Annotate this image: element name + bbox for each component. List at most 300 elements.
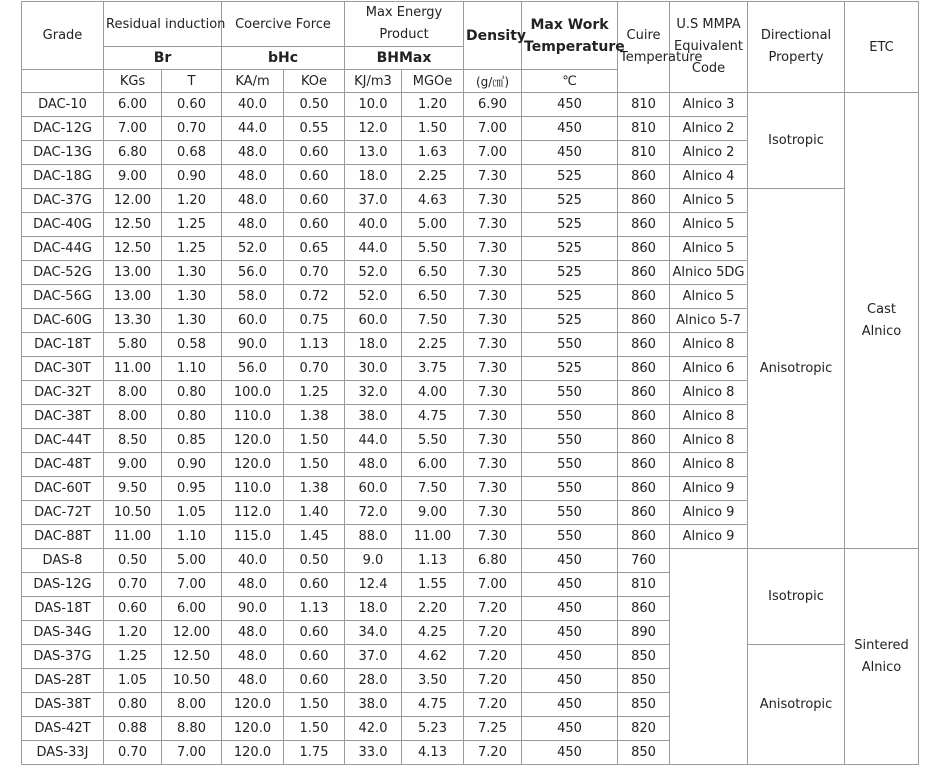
cell-bhc-kam: 110.0 xyxy=(222,477,284,501)
cell-curie-temp: 860 xyxy=(618,429,670,453)
cell-density: 6.90 xyxy=(464,93,522,117)
cell-curie-temp: 860 xyxy=(618,333,670,357)
cell-bhmax-kjm3: 32.0 xyxy=(345,381,402,405)
cell-bhc-kam: 112.0 xyxy=(222,501,284,525)
cell-grade: DAS-12G xyxy=(22,573,104,597)
cell-br-kgs: 0.70 xyxy=(104,741,162,765)
cell-grade: DAC-32T xyxy=(22,381,104,405)
cell-bhmax-kjm3: 48.0 xyxy=(345,453,402,477)
cell-curie-temp: 820 xyxy=(618,717,670,741)
cell-curie-temp: 860 xyxy=(618,501,670,525)
cell-br-kgs: 11.00 xyxy=(104,357,162,381)
cell-curie-temp: 860 xyxy=(618,453,670,477)
cell-bhmax-kjm3: 38.0 xyxy=(345,693,402,717)
cell-br-kgs: 13.00 xyxy=(104,261,162,285)
cell-bhmax-mgoe: 2.25 xyxy=(402,165,464,189)
cell-bhmax-mgoe: 5.50 xyxy=(402,429,464,453)
cell-curie-temp: 850 xyxy=(618,645,670,669)
cell-grade: DAC-52G xyxy=(22,261,104,285)
cell-br-kgs: 5.80 xyxy=(104,333,162,357)
cell-mmpa-code: Alnico 9 xyxy=(670,501,748,525)
cell-bhc-kam: 44.0 xyxy=(222,117,284,141)
cell-bhmax-mgoe: 9.00 xyxy=(402,501,464,525)
cell-max-work-temp: 525 xyxy=(522,261,618,285)
mmpa-code-header: U.S MMPA Equivalent Code xyxy=(670,2,748,93)
cell-br-t: 8.00 xyxy=(162,693,222,717)
cell-bhmax-mgoe: 3.75 xyxy=(402,357,464,381)
cell-bhmax-mgoe: 4.62 xyxy=(402,645,464,669)
cell-br-kgs: 12.50 xyxy=(104,237,162,261)
cell-curie-temp: 850 xyxy=(618,741,670,765)
cell-br-kgs: 9.00 xyxy=(104,165,162,189)
cell-br-t: 7.00 xyxy=(162,573,222,597)
cell-curie-temp: 860 xyxy=(618,357,670,381)
table-row xyxy=(22,189,919,213)
cell-bhc-koe: 0.72 xyxy=(284,285,345,309)
cell-bhc-kam: 48.0 xyxy=(222,573,284,597)
cell-curie-temp: 860 xyxy=(618,405,670,429)
cell-mmpa-code: Alnico 4 xyxy=(670,165,748,189)
cell-grade: DAC-38T xyxy=(22,405,104,429)
cell-grade: DAS-42T xyxy=(22,717,104,741)
max-energy-product-header: Max Energy Product xyxy=(345,2,464,47)
cell-bhc-kam: 100.0 xyxy=(222,381,284,405)
cell-density: 7.30 xyxy=(464,429,522,453)
cell-br-t: 0.90 xyxy=(162,165,222,189)
cell-grade: DAC-56G xyxy=(22,285,104,309)
cell-grade: DAS-34G xyxy=(22,621,104,645)
bhmax-header: BHMax xyxy=(345,47,464,70)
cell-grade: DAC-88T xyxy=(22,525,104,549)
cell-br-t: 0.58 xyxy=(162,333,222,357)
directional-property-cell: Isotropic xyxy=(748,549,845,645)
cell-bhmax-mgoe: 4.13 xyxy=(402,741,464,765)
cell-bhmax-kjm3: 12.0 xyxy=(345,117,402,141)
cell-curie-temp: 810 xyxy=(618,93,670,117)
cell-bhmax-kjm3: 60.0 xyxy=(345,309,402,333)
cell-br-kgs: 9.00 xyxy=(104,453,162,477)
cell-br-kgs: 11.00 xyxy=(104,525,162,549)
cell-density: 7.30 xyxy=(464,165,522,189)
cell-br-kgs: 9.50 xyxy=(104,477,162,501)
grade-unit-cell xyxy=(22,70,104,93)
cell-density: 7.30 xyxy=(464,525,522,549)
cell-bhmax-kjm3: 44.0 xyxy=(345,429,402,453)
cell-curie-temp: 860 xyxy=(618,237,670,261)
cell-curie-temp: 810 xyxy=(618,117,670,141)
cell-bhmax-mgoe: 1.20 xyxy=(402,93,464,117)
cell-bhc-koe: 1.13 xyxy=(284,597,345,621)
cell-br-kgs: 0.80 xyxy=(104,693,162,717)
cell-bhmax-kjm3: 88.0 xyxy=(345,525,402,549)
table-row xyxy=(22,645,919,669)
cell-bhmax-kjm3: 72.0 xyxy=(345,501,402,525)
cell-bhc-koe: 0.60 xyxy=(284,141,345,165)
cell-br-kgs: 0.70 xyxy=(104,573,162,597)
cell-curie-temp: 860 xyxy=(618,261,670,285)
cell-density: 7.30 xyxy=(464,477,522,501)
cell-grade: DAC-44T xyxy=(22,429,104,453)
cell-grade: DAS-28T xyxy=(22,669,104,693)
cell-density: 7.20 xyxy=(464,741,522,765)
cell-br-kgs: 12.50 xyxy=(104,213,162,237)
cell-density: 7.30 xyxy=(464,213,522,237)
cell-br-t: 0.95 xyxy=(162,477,222,501)
cell-bhc-koe: 0.50 xyxy=(284,549,345,573)
cell-br-t: 0.68 xyxy=(162,141,222,165)
cell-br-t: 6.00 xyxy=(162,597,222,621)
cell-bhmax-kjm3: 12.4 xyxy=(345,573,402,597)
cell-bhmax-kjm3: 10.0 xyxy=(345,93,402,117)
br-header: Br xyxy=(104,47,222,70)
cell-curie-temp: 860 xyxy=(618,285,670,309)
alnico-spec-table xyxy=(21,1,919,765)
cell-bhc-kam: 40.0 xyxy=(222,549,284,573)
cell-bhmax-kjm3: 37.0 xyxy=(345,645,402,669)
cell-bhc-kam: 40.0 xyxy=(222,93,284,117)
cell-density: 7.00 xyxy=(464,117,522,141)
cell-br-t: 1.10 xyxy=(162,525,222,549)
cell-bhc-koe: 0.60 xyxy=(284,189,345,213)
cell-curie-temp: 860 xyxy=(618,597,670,621)
cell-mmpa-code: Alnico 2 xyxy=(670,117,748,141)
cell-bhc-koe: 0.50 xyxy=(284,93,345,117)
cell-curie-temp: 860 xyxy=(618,477,670,501)
residual-induction-header: Residual induction xyxy=(104,2,222,47)
cell-bhmax-kjm3: 18.0 xyxy=(345,165,402,189)
cell-bhmax-mgoe: 5.23 xyxy=(402,717,464,741)
cell-curie-temp: 810 xyxy=(618,573,670,597)
cell-max-work-temp: 550 xyxy=(522,429,618,453)
cell-br-t: 12.00 xyxy=(162,621,222,645)
directional-property-cell: Isotropic xyxy=(748,93,845,189)
cell-bhmax-mgoe: 4.75 xyxy=(402,405,464,429)
cell-grade: DAC-44G xyxy=(22,237,104,261)
cell-br-t: 0.80 xyxy=(162,405,222,429)
cell-bhc-kam: 110.0 xyxy=(222,405,284,429)
cell-curie-temp: 890 xyxy=(618,621,670,645)
cell-max-work-temp: 450 xyxy=(522,117,618,141)
unit-ka-m: KA/m xyxy=(222,70,284,93)
cell-bhc-koe: 0.60 xyxy=(284,621,345,645)
unit-density: (g/㎤) xyxy=(464,70,522,93)
cell-grade: DAC-60T xyxy=(22,477,104,501)
cell-bhc-koe: 1.40 xyxy=(284,501,345,525)
cell-density: 7.25 xyxy=(464,717,522,741)
cell-br-kgs: 1.20 xyxy=(104,621,162,645)
cell-mmpa-code: Alnico 8 xyxy=(670,381,748,405)
cell-grade: DAC-37G xyxy=(22,189,104,213)
cell-mmpa-code: Alnico 8 xyxy=(670,429,748,453)
cell-max-work-temp: 450 xyxy=(522,741,618,765)
cell-grade: DAS-8 xyxy=(22,549,104,573)
cell-density: 7.30 xyxy=(464,189,522,213)
cell-max-work-temp: 525 xyxy=(522,357,618,381)
cell-bhc-koe: 1.38 xyxy=(284,405,345,429)
cell-br-kgs: 0.50 xyxy=(104,549,162,573)
directional-property-cell: Anisotropic xyxy=(748,645,845,765)
cell-bhmax-mgoe: 1.50 xyxy=(402,117,464,141)
cell-mmpa-code: Alnico 8 xyxy=(670,453,748,477)
etc-group-cell: Cast Alnico xyxy=(845,93,919,549)
cell-bhmax-kjm3: 37.0 xyxy=(345,189,402,213)
cell-bhc-kam: 48.0 xyxy=(222,213,284,237)
cell-mmpa-code: Alnico 5-7 xyxy=(670,309,748,333)
cell-max-work-temp: 450 xyxy=(522,669,618,693)
cell-max-work-temp: 525 xyxy=(522,309,618,333)
unit-temperature: ℃ xyxy=(522,70,618,93)
cell-bhc-kam: 120.0 xyxy=(222,453,284,477)
cell-grade: DAS-37G xyxy=(22,645,104,669)
unit-t: T xyxy=(162,70,222,93)
cell-curie-temp: 760 xyxy=(618,549,670,573)
cell-max-work-temp: 550 xyxy=(522,381,618,405)
cell-bhmax-mgoe: 6.50 xyxy=(402,285,464,309)
cell-curie-temp: 860 xyxy=(618,189,670,213)
cell-max-work-temp: 450 xyxy=(522,717,618,741)
cell-max-work-temp: 450 xyxy=(522,621,618,645)
cell-br-t: 1.30 xyxy=(162,285,222,309)
directional-property-header: Directional Property xyxy=(748,2,845,93)
cell-density: 7.20 xyxy=(464,669,522,693)
cell-mmpa-code: Alnico 9 xyxy=(670,477,748,501)
cell-bhc-koe: 1.50 xyxy=(284,717,345,741)
cell-density: 7.20 xyxy=(464,621,522,645)
cell-bhmax-kjm3: 9.0 xyxy=(345,549,402,573)
cell-br-t: 1.10 xyxy=(162,357,222,381)
cell-density: 6.80 xyxy=(464,549,522,573)
cell-max-work-temp: 450 xyxy=(522,597,618,621)
cell-max-work-temp: 550 xyxy=(522,501,618,525)
cell-bhc-koe: 0.60 xyxy=(284,165,345,189)
cell-bhc-kam: 48.0 xyxy=(222,141,284,165)
cell-density: 7.30 xyxy=(464,237,522,261)
cell-bhc-koe: 0.55 xyxy=(284,117,345,141)
cell-br-t: 12.50 xyxy=(162,645,222,669)
cell-grade: DAC-72T xyxy=(22,501,104,525)
cell-bhmax-kjm3: 18.0 xyxy=(345,597,402,621)
cell-bhc-koe: 1.13 xyxy=(284,333,345,357)
cell-bhmax-kjm3: 44.0 xyxy=(345,237,402,261)
cell-grade: DAS-38T xyxy=(22,693,104,717)
cell-density: 7.30 xyxy=(464,285,522,309)
cell-mmpa-code: Alnico 8 xyxy=(670,405,748,429)
cell-max-work-temp: 525 xyxy=(522,165,618,189)
cell-bhmax-kjm3: 42.0 xyxy=(345,717,402,741)
cell-bhc-kam: 56.0 xyxy=(222,357,284,381)
cell-br-kgs: 10.50 xyxy=(104,501,162,525)
cell-density: 7.30 xyxy=(464,405,522,429)
cell-bhc-kam: 90.0 xyxy=(222,597,284,621)
cell-curie-temp: 860 xyxy=(618,213,670,237)
cell-bhc-kam: 48.0 xyxy=(222,189,284,213)
cell-bhc-kam: 120.0 xyxy=(222,429,284,453)
cell-bhc-kam: 90.0 xyxy=(222,333,284,357)
cell-br-kgs: 7.00 xyxy=(104,117,162,141)
cell-bhmax-mgoe: 1.55 xyxy=(402,573,464,597)
cell-bhc-kam: 48.0 xyxy=(222,165,284,189)
cell-grade: DAS-33J xyxy=(22,741,104,765)
cell-bhmax-kjm3: 30.0 xyxy=(345,357,402,381)
cell-mmpa-code: Alnico 5 xyxy=(670,237,748,261)
cell-bhc-kam: 56.0 xyxy=(222,261,284,285)
cell-bhc-koe: 0.70 xyxy=(284,357,345,381)
cell-br-t: 1.30 xyxy=(162,309,222,333)
etc-group-cell: Sintered Alnico xyxy=(845,549,919,765)
cell-bhc-koe: 1.45 xyxy=(284,525,345,549)
cell-max-work-temp: 525 xyxy=(522,237,618,261)
table-row xyxy=(22,549,919,573)
cell-density: 7.30 xyxy=(464,453,522,477)
cell-curie-temp: 860 xyxy=(618,525,670,549)
cell-max-work-temp: 550 xyxy=(522,405,618,429)
cell-max-work-temp: 450 xyxy=(522,141,618,165)
etc-header: ETC xyxy=(845,2,919,93)
cell-density: 7.20 xyxy=(464,693,522,717)
cell-bhc-kam: 115.0 xyxy=(222,525,284,549)
cell-br-t: 1.25 xyxy=(162,237,222,261)
cell-bhmax-mgoe: 3.50 xyxy=(402,669,464,693)
cell-br-t: 0.70 xyxy=(162,117,222,141)
cell-bhc-koe: 0.60 xyxy=(284,573,345,597)
cell-density: 7.20 xyxy=(464,645,522,669)
cell-bhc-kam: 60.0 xyxy=(222,309,284,333)
cell-bhmax-kjm3: 28.0 xyxy=(345,669,402,693)
cell-density: 7.30 xyxy=(464,501,522,525)
cell-bhc-kam: 52.0 xyxy=(222,237,284,261)
cell-curie-temp: 850 xyxy=(618,669,670,693)
unit-kj-m3: KJ/m3 xyxy=(345,70,402,93)
cell-bhmax-kjm3: 52.0 xyxy=(345,285,402,309)
cell-mmpa-code: Alnico 2 xyxy=(670,141,748,165)
cell-grade: DAC-48T xyxy=(22,453,104,477)
cell-br-kgs: 6.00 xyxy=(104,93,162,117)
cell-bhmax-mgoe: 6.00 xyxy=(402,453,464,477)
cell-density: 7.00 xyxy=(464,141,522,165)
cell-br-t: 1.05 xyxy=(162,501,222,525)
cell-mmpa-code: Alnico 8 xyxy=(670,333,748,357)
cell-max-work-temp: 550 xyxy=(522,525,618,549)
cell-bhmax-kjm3: 40.0 xyxy=(345,213,402,237)
cell-bhc-koe: 1.50 xyxy=(284,693,345,717)
cell-mmpa-code: Alnico 5 xyxy=(670,213,748,237)
cell-bhmax-mgoe: 1.13 xyxy=(402,549,464,573)
cell-bhmax-mgoe: 5.00 xyxy=(402,213,464,237)
cell-grade: DAC-18G xyxy=(22,165,104,189)
cell-mmpa-code: Alnico 5 xyxy=(670,189,748,213)
cell-bhc-kam: 120.0 xyxy=(222,693,284,717)
cell-br-t: 7.00 xyxy=(162,741,222,765)
cell-br-kgs: 1.25 xyxy=(104,645,162,669)
cell-br-kgs: 0.88 xyxy=(104,717,162,741)
cell-br-kgs: 13.00 xyxy=(104,285,162,309)
cell-max-work-temp: 550 xyxy=(522,477,618,501)
curie-temperature-header: Cuire Temperature xyxy=(618,2,670,93)
cell-max-work-temp: 550 xyxy=(522,333,618,357)
cell-mmpa-code xyxy=(670,549,748,765)
cell-bhc-kam: 120.0 xyxy=(222,741,284,765)
cell-grade: DAC-30T xyxy=(22,357,104,381)
cell-bhmax-mgoe: 7.50 xyxy=(402,309,464,333)
cell-grade: DAC-10 xyxy=(22,93,104,117)
cell-bhc-kam: 120.0 xyxy=(222,717,284,741)
density-header: Density xyxy=(464,2,522,70)
cell-max-work-temp: 450 xyxy=(522,573,618,597)
cell-bhmax-mgoe: 4.75 xyxy=(402,693,464,717)
cell-density: 7.30 xyxy=(464,333,522,357)
cell-density: 7.30 xyxy=(464,357,522,381)
cell-bhmax-kjm3: 52.0 xyxy=(345,261,402,285)
cell-bhc-koe: 1.38 xyxy=(284,477,345,501)
cell-br-kgs: 6.80 xyxy=(104,141,162,165)
cell-bhc-koe: 0.60 xyxy=(284,669,345,693)
cell-bhmax-mgoe: 4.00 xyxy=(402,381,464,405)
cell-mmpa-code: Alnico 3 xyxy=(670,93,748,117)
cell-bhc-koe: 0.60 xyxy=(284,645,345,669)
cell-max-work-temp: 525 xyxy=(522,189,618,213)
cell-density: 7.20 xyxy=(464,597,522,621)
cell-br-t: 0.85 xyxy=(162,429,222,453)
cell-bhmax-kjm3: 18.0 xyxy=(345,333,402,357)
cell-bhmax-kjm3: 13.0 xyxy=(345,141,402,165)
unit-kgs: KGs xyxy=(104,70,162,93)
cell-bhmax-mgoe: 11.00 xyxy=(402,525,464,549)
cell-br-t: 0.90 xyxy=(162,453,222,477)
max-work-temperature-header: Max Work Temperature xyxy=(522,2,618,70)
cell-curie-temp: 860 xyxy=(618,309,670,333)
cell-br-t: 1.25 xyxy=(162,213,222,237)
cell-bhc-koe: 0.75 xyxy=(284,309,345,333)
cell-br-kgs: 1.05 xyxy=(104,669,162,693)
cell-mmpa-code: Alnico 9 xyxy=(670,525,748,549)
cell-grade: DAC-18T xyxy=(22,333,104,357)
cell-mmpa-code: Alnico 6 xyxy=(670,357,748,381)
cell-bhc-kam: 48.0 xyxy=(222,645,284,669)
cell-bhmax-kjm3: 34.0 xyxy=(345,621,402,645)
cell-bhc-koe: 1.50 xyxy=(284,429,345,453)
cell-br-kgs: 8.00 xyxy=(104,405,162,429)
cell-density: 7.00 xyxy=(464,573,522,597)
cell-br-kgs: 8.50 xyxy=(104,429,162,453)
cell-bhc-kam: 48.0 xyxy=(222,621,284,645)
directional-property-cell: Anisotropic xyxy=(748,189,845,549)
cell-density: 7.30 xyxy=(464,309,522,333)
cell-density: 7.30 xyxy=(464,261,522,285)
bhc-header: bHc xyxy=(222,47,345,70)
cell-max-work-temp: 450 xyxy=(522,549,618,573)
cell-br-t: 1.20 xyxy=(162,189,222,213)
cell-max-work-temp: 450 xyxy=(522,93,618,117)
cell-grade: DAC-60G xyxy=(22,309,104,333)
cell-max-work-temp: 550 xyxy=(522,453,618,477)
cell-bhc-koe: 1.50 xyxy=(284,453,345,477)
cell-grade: DAC-40G xyxy=(22,213,104,237)
cell-br-t: 0.60 xyxy=(162,93,222,117)
cell-bhc-koe: 0.70 xyxy=(284,261,345,285)
cell-bhmax-kjm3: 33.0 xyxy=(345,741,402,765)
coercive-force-header: Coercive Force xyxy=(222,2,345,47)
cell-bhmax-kjm3: 60.0 xyxy=(345,477,402,501)
table-row xyxy=(22,93,919,117)
cell-max-work-temp: 450 xyxy=(522,693,618,717)
cell-density: 7.30 xyxy=(464,381,522,405)
cell-mmpa-code: Alnico 5DG xyxy=(670,261,748,285)
cell-br-t: 0.80 xyxy=(162,381,222,405)
cell-bhmax-mgoe: 2.20 xyxy=(402,597,464,621)
cell-max-work-temp: 525 xyxy=(522,213,618,237)
cell-bhc-koe: 0.65 xyxy=(284,237,345,261)
cell-br-t: 8.80 xyxy=(162,717,222,741)
